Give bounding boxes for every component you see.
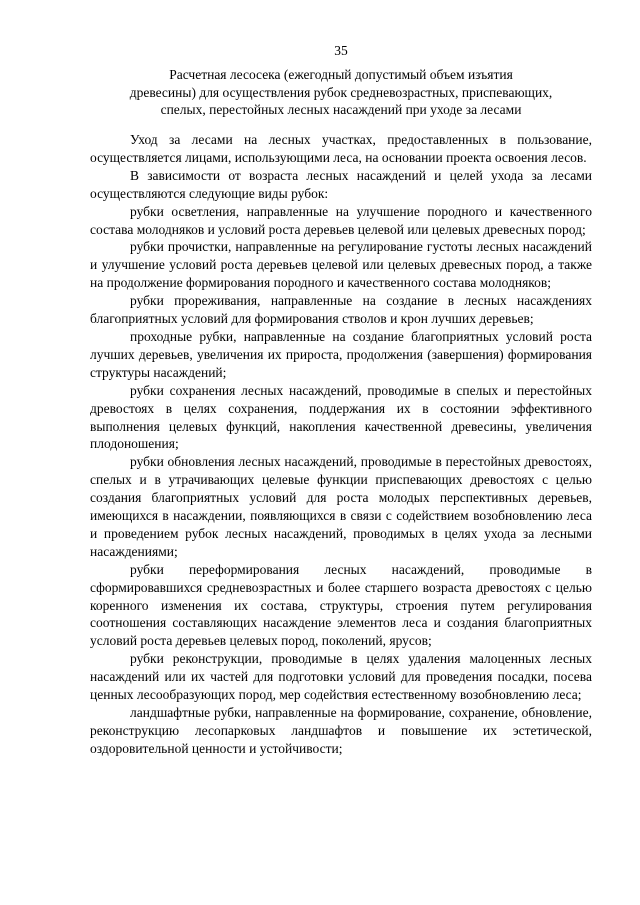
- paragraph-landscape-felling: ландшафтные рубки, направленные на формирование, сохранение, обновление, реконструкцию лесопарковых ландшафтов и повышение их эстетической, оздоровительной ценности и устойчивости;: [90, 705, 592, 756]
- paragraph-reconstruction-felling: рубки реконструкции, проводимые в целях удаления малоценных лесных насаждений или их частей для подготовки условий для проведения посадки, посева ценных лесообразующих пород, мер содействия естественному возобновлению леса;: [90, 651, 592, 703]
- paragraph-renewal-felling: рубки обновления лесных насаждений, проводимые в перестойных древостоях, спелых и в утрачивающих целевые функции приспевающих древостоях с целью создания благоприятных условий для роста молодых перспективных деревьев, имеющихся в насаждении, появляющихся в связи с содействием возобновлению леса и проведением рубок лесных насаждений, проводимых в целях ухода за лесными насаждениями;: [90, 454, 592, 559]
- paragraph-felling-types-lead: В зависимости от возраста лесных насаждений и целей ухода за лесами осуществляются следующие виды рубок:: [90, 167, 592, 201]
- section-title-line: спелых, перестойных лесных насаждений при уходе за лесами: [160, 102, 522, 117]
- document-page: [90, 0, 592, 905]
- section-title-line: Расчетная лесосека (ежегодный допустимый объем изъятия: [169, 67, 513, 82]
- paragraph-reformation-felling: рубки переформирования лесных насаждений, проводимые в сформировавшихся средневозрастных и более старшего возраста древостоях с целью коренного изменения их состава, структуры, строения путем регулирования соотношения составляющих насаждение элементов леса и создания благоприятных условий роста деревьев целевых пород, поколений, ярусов;: [90, 561, 592, 649]
- paragraph-preservation-felling: рубки сохранения лесных насаждений, проводимые в спелых и перестойных древостоях в целях сохранения, поддержания их в состоянии эффективного выполнения целевых функций, накопления качественной древесины, увеличения плодоношения;: [90, 382, 592, 452]
- section-title-line: древесины) для осуществления рубок средневозрастных, приспевающих,: [129, 84, 553, 100]
- section-title: [90, 66, 592, 119]
- paragraph-thinning-felling: рубки прореживания, направленные на создание в лесных насаждениях благоприятных условий для формирования стволов и крон лучших деревьев;: [90, 293, 592, 327]
- body-text: [90, 131, 592, 758]
- paragraph-cleaning-felling: рубки прочистки, направленные на регулирование густоты лесных насаждений и улучшение условий роста деревьев целевой или целевых древесных пород, а также на продолжение формирования породного и качественного состава молодняков;: [90, 239, 592, 291]
- paragraph-clarification-felling: рубки осветления, направленные на улучшение породного и качественного состава молодняков и условий роста деревьев целевой или целевых древесных пород;: [90, 203, 592, 237]
- paragraph-intro: Уход за лесами на лесных участках, предоставленных в пользование, осуществляется лицами, использующими леса, на основании проекта освоения лесов.: [90, 132, 592, 165]
- page-number: 35: [334, 43, 348, 58]
- paragraph-passage-felling: проходные рубки, направленные на создание благоприятных условий роста лучших деревьев, увеличения их прироста, продолжения (завершения) формирования структуры насаждений;: [90, 328, 592, 380]
